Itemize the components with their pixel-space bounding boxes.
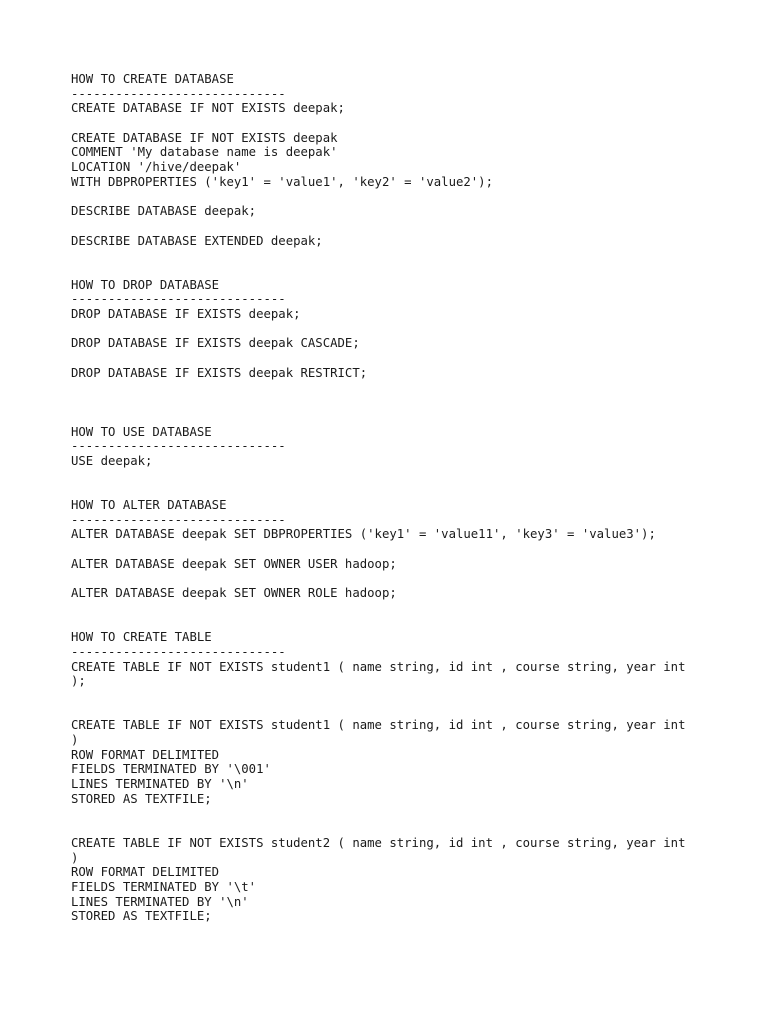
section-create-database <box>71 72 751 248</box>
section-heading: HOW TO CREATE TABLE <box>71 630 212 645</box>
code-line: DROP DATABASE IF EXISTS deepak RESTRICT; <box>71 365 368 380</box>
code-line: ); <box>71 674 86 689</box>
code-line: FIELDS TERMINATED BY '\001' <box>71 762 271 777</box>
section-heading: HOW TO CREATE DATABASE <box>71 72 234 86</box>
code-line: COMMENT 'My database name is deepak' <box>71 145 338 160</box>
code-line: ALTER DATABASE deepak SET OWNER USER hadoop; <box>71 556 397 571</box>
document-page <box>71 72 751 924</box>
section-rule: ----------------------------- <box>71 86 286 101</box>
code-line: CREATE TABLE IF NOT EXISTS student2 ( name string, id int , course string, year int <box>71 835 686 850</box>
section-create-table <box>71 630 751 924</box>
code-line: STORED AS TEXTFILE; <box>71 791 212 806</box>
section-use-database <box>71 425 751 469</box>
section-drop-database <box>71 278 751 381</box>
code-line: LINES TERMINATED BY '\n' <box>71 777 249 792</box>
section-rule: ----------------------------- <box>71 292 286 307</box>
section-rule: ----------------------------- <box>71 439 286 454</box>
code-line: CREATE TABLE IF NOT EXISTS student1 ( name string, id int , course string, year int <box>71 718 686 733</box>
code-line: ROW FORMAT DELIMITED <box>71 747 220 762</box>
code-line: DROP DATABASE IF EXISTS deepak CASCADE; <box>71 336 360 351</box>
section-heading: HOW TO USE DATABASE <box>71 424 212 439</box>
code-line: LOCATION '/hive/deepak' <box>71 160 242 175</box>
code-line: STORED AS TEXTFILE; <box>71 909 212 924</box>
code-line: WITH DBPROPERTIES ('key1' = 'value1', 'key2' = 'value2'); <box>71 174 493 189</box>
code-line: USE deepak; <box>71 453 153 468</box>
code-line: ALTER DATABASE deepak SET OWNER ROLE hadoop; <box>71 586 397 601</box>
code-line: CREATE DATABASE IF NOT EXISTS deepak <box>71 130 338 145</box>
code-line: ) <box>71 733 79 748</box>
code-line: ALTER DATABASE deepak SET DBPROPERTIES ('key1' = 'value11', 'key3' = 'value3'); <box>71 527 656 542</box>
code-line: DESCRIBE DATABASE deepak; <box>71 204 257 219</box>
code-line: DROP DATABASE IF EXISTS deepak; <box>71 307 301 322</box>
code-line: LINES TERMINATED BY '\n' <box>71 894 249 909</box>
code-line: FIELDS TERMINATED BY '\t' <box>71 879 257 894</box>
code-line: ) <box>71 850 79 865</box>
section-rule: ----------------------------- <box>71 512 286 527</box>
code-line: CREATE TABLE IF NOT EXISTS student1 ( name string, id int , course string, year int <box>71 659 686 674</box>
code-line: DESCRIBE DATABASE EXTENDED deepak; <box>71 233 323 248</box>
section-alter-database <box>71 498 751 601</box>
section-rule: ----------------------------- <box>71 644 286 659</box>
code-line: ROW FORMAT DELIMITED <box>71 865 220 880</box>
section-heading: HOW TO ALTER DATABASE <box>71 498 227 512</box>
code-line: CREATE DATABASE IF NOT EXISTS deepak; <box>71 101 345 116</box>
section-heading: HOW TO DROP DATABASE <box>71 277 220 292</box>
